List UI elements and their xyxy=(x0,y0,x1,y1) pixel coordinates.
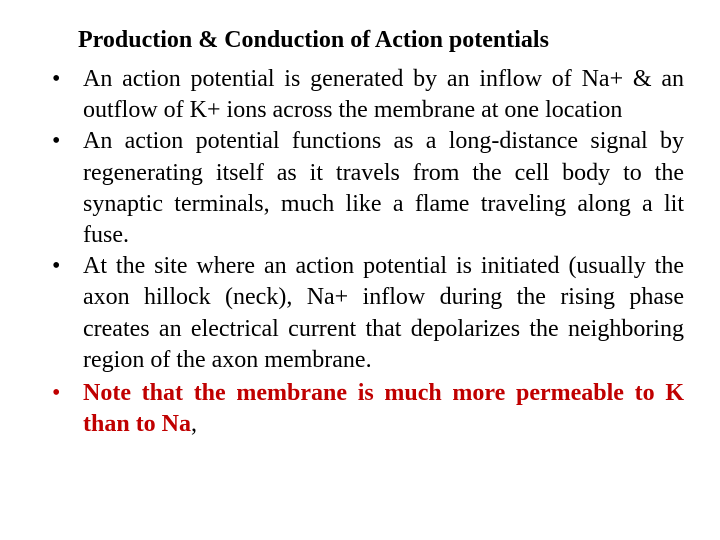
bullet-marker: • xyxy=(52,128,61,155)
bullet-item-note xyxy=(52,378,684,440)
bullet-list xyxy=(52,64,684,440)
bullet-item-2 xyxy=(52,126,684,251)
bullet-text: An action potential functions as a long-distance signal by regenerating itself as it travels from the cell body to the synaptic terminals, much like a flame traveling along a lit fuse. xyxy=(83,128,684,249)
bullet-item-3 xyxy=(52,251,684,376)
bullet-marker: • xyxy=(52,253,61,280)
bullet-marker: • xyxy=(52,66,61,92)
bullet-item-1 xyxy=(52,64,684,126)
bullet-text: An action potential is generated by an inflow of Na+ & an outflow of K+ ions across the membrane at one location xyxy=(83,66,684,124)
bullet-marker: • xyxy=(52,380,61,407)
note-text: Note that the membrane is much more permeable to K than to Na xyxy=(83,380,684,438)
bullet-text: At the site where an action potential is initiated (usually the axon hillock (neck), Na+ inflow during the rising phase creates an electrical current that depolarizes the neighboring region of the axon membrane. xyxy=(83,253,684,373)
slide-title: Production & Conduction of Action potentials xyxy=(78,27,549,53)
note-trailing-comma: , xyxy=(191,411,198,438)
